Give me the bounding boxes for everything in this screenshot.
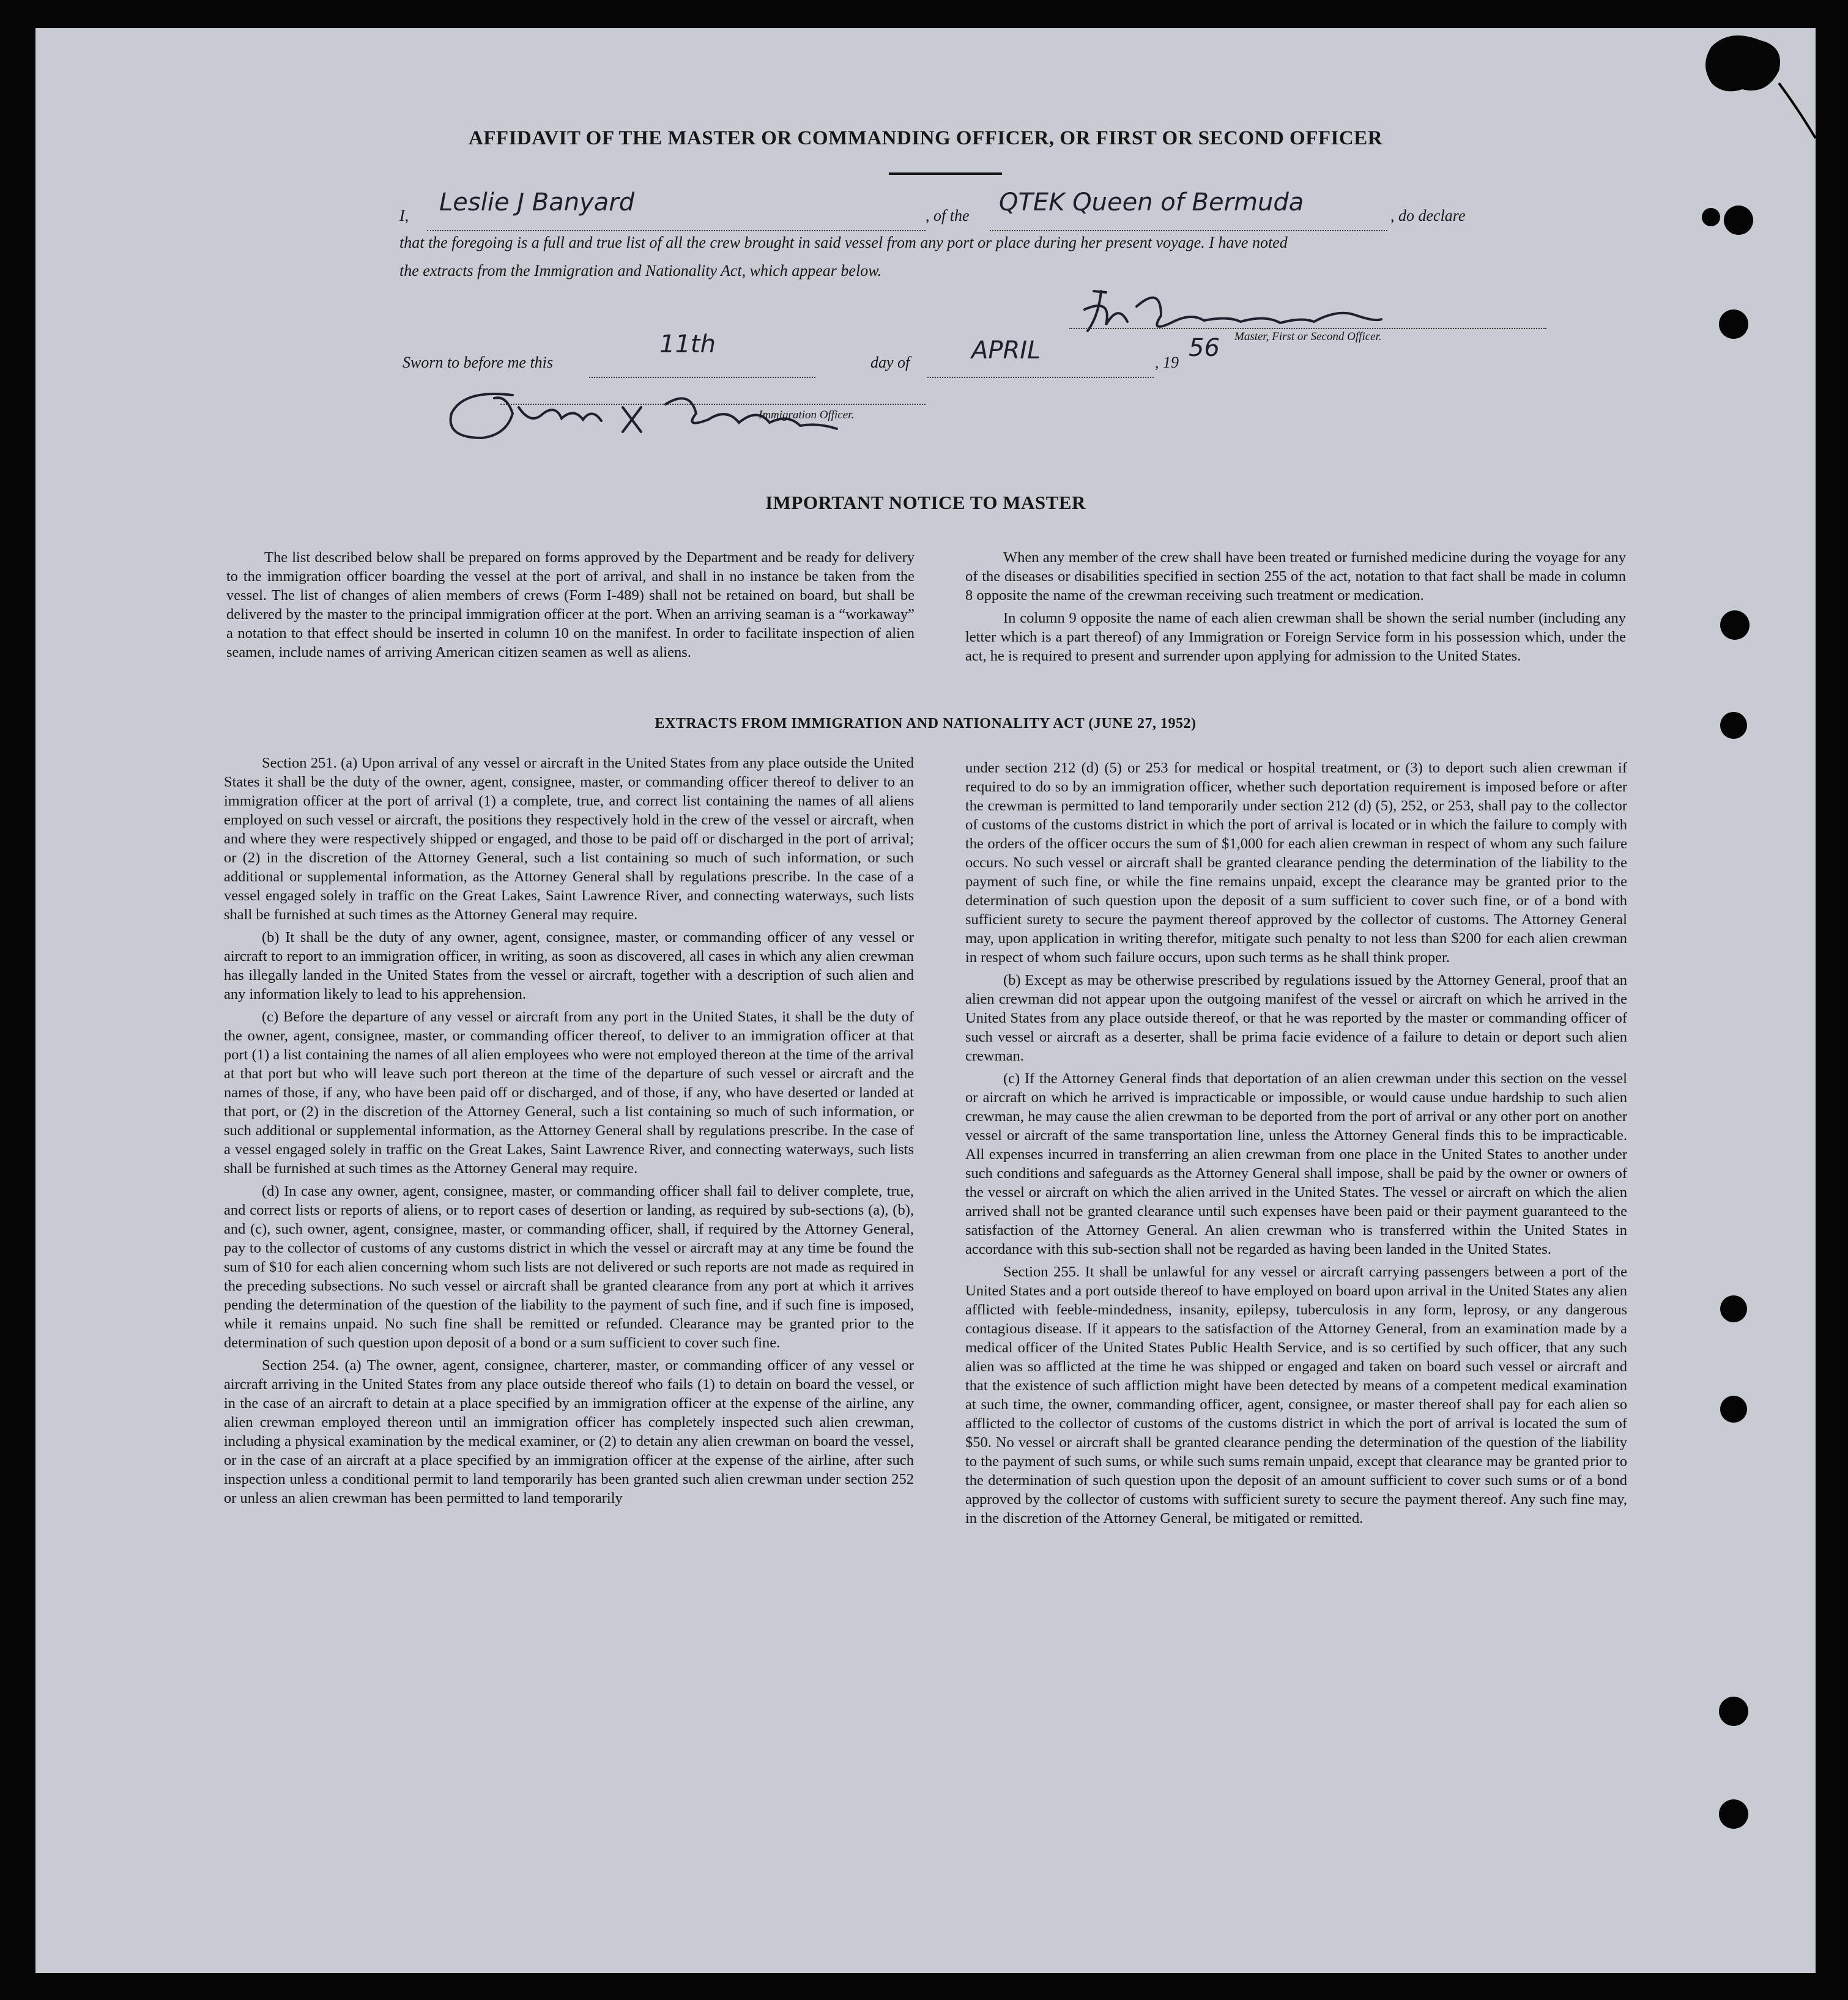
of-the-text: , of the — [926, 207, 970, 224]
section-251-b: (b) It shall be the duty of any owner, agent, consignee, master, or commanding officer of any vessel or aircraft to report to an immigration officer, in writing, as soon as discovered, all cases in which any alien crewman has illegally landed in the United States from the vessel or aircraft, together with a description of such alien and any information likely to lead to his apprehension. — [224, 929, 914, 1002]
master-label: Master, First or Second Officer. — [1234, 330, 1382, 343]
notice-right-column — [965, 548, 1626, 665]
section-251-c: (c) Before the departure of any vessel or aircraft from any port in the United States, it shall be the duty of the owner, agent, consignee, master, or commanding officer thereof, to deliver to an immigration officer at that port (1) a list containing the names of all alien employees who were not employed thereon at the time of the arrival at that port but who will leave such port thereon at the time of the departure of such vessel or aircraft and the names of those, if any, who have been paid off or discharged, and of those, if any, who have deserted or landed at that port, or (2) in the discretion of the Attorney General, such a list containing so much of such information, or such additional or supplemental information, as the Attorney General shall by regulations prescribe. In the case of a vessel engaged solely in traffic on the Great Lakes, Saint Lawrence River, and connecting waterways, such lists shall be furnished at such times as the Attorney General may require. — [224, 1009, 914, 1177]
section-251-d: (d) In case any owner, agent, consignee, master, or commanding officer shall fail to deliver complete, true, and correct lists or reports of aliens, or to report cases of desertion or landing, as required by sub-sections (a), (b), and (c), such owner, agent, consignee, master, or commanding officer, shall, if required by the Attorney General, pay to the collector of customs of any customs district in which the vessel or aircraft may at any time be found the sum of $10 for each alien concerning whom such lists are not delivered or such reports are not made as required in the preceding subsections. No such vessel or aircraft shall be granted clearance from any port at which it arrives pending the determination of the question of the liability to the payment of such fine, and if such fine is imposed, while it remains unpaid. No such fine shall be remitted or refunded. Clearance may be granted prior to the determination of such question upon deposit of a bond or a sum sufficient to cover such fine. — [224, 1183, 914, 1351]
section-254-a-continued: under section 212 (d) (5) or 253 for medical or hospital treatment, or (3) to deport such alien crewman if required to do so by an immigration officer, whether such deportation requirement is imposed before or after the crewman is permitted to land temporarily under section 212 (d) (5), 252, or 253, shall pay to the collector of customs of the customs district in which the port of arrival is located or in which the failure to comply with the orders of the officer occurs the sum of $1,000 for each alien crewman in respect of whom any such failure occurs. No such vessel or aircraft shall be granted clearance pending the determination of the liability to the payment of such fine, or while the fine remains unpaid, except the clearance may be granted prior to the determination of such question upon the deposit of a sum sufficient to cover such fine, or of a bond with sufficient surety to secure the payment thereof approved by the collector of customs. The Attorney General may, upon application in writing therefor, mitigate such penalty to not less than $200 for each alien crewman in respect of whom such failure occurs, upon such terms as he shall think proper. — [965, 760, 1627, 966]
notice-right-paragraph-2: In column 9 opposite the name of each alien crewman shall be shown the serial number (including any letter which is a part thereof) of any Immigration or Foreign Service form in his possession which, under the act, he is required to present and surrender upon applying for admission to the United States. — [965, 610, 1626, 664]
notice-left-column — [226, 548, 915, 662]
section-254-a: Section 254. (a) The owner, agent, consignee, charterer, master, or commanding officer of any vessel or aircraft arriving in the United States from any place outside thereof who fails (1) to detain on board the vessel, or in the case of an aircraft to detain at a place specified by an immigration officer at the expense of the airline, any alien crewman employed thereon until an immigration officer has completely inspected such alien crewman, including a physical examination by the medical examiner, or (2) to detain any alien crewman on board the vessel, or in the case of an aircraft at a place specified by an immigration officer at the expense of the airline, after such inspection unless a conditional permit to land temporarily has been granted such alien crewman under section 252 or unless an alien crewman has been permitted to land temporarily — [224, 1357, 914, 1506]
document-page — [35, 28, 1816, 1973]
master-signature-line — [1069, 328, 1546, 329]
notice-title: IMPORTANT NOTICE TO MASTER — [765, 492, 1086, 513]
day-of-text: day of — [870, 354, 910, 371]
name-handwritten: Leslie J Banyard — [439, 188, 635, 217]
title-divider — [889, 172, 1002, 175]
binder-hole — [1719, 1697, 1748, 1726]
officer-label: Immigration Officer. — [759, 409, 855, 421]
section-251-a: Section 251. (a) Upon arrival of any vessel or aircraft in the United States from any place outside the United States it shall be the duty of the owner, agent, consignee, master, or commanding officer thereof to deliver to an immigration officer at the port of arrival (1) a complete, true, and correct list containing the names of all aliens employed on such vessel or aircraft, the positions they respectively hold in the crew of the vessel or aircraft, when and where they were respectively shipped or engaged, and those to be paid off or discharged in the port of arrival; or (2) in the discretion of the Attorney General, such a list containing so much of such information, or such additional or supplemental information, as the Attorney General shall by regulations prescribe. In the case of a vessel engaged solely in traffic on the Great Lakes, Saint Lawrence River, and connecting waterways, such lists shall be furnished at such times as the Attorney General may require. — [224, 755, 914, 923]
torn-corner-blot — [1687, 28, 1816, 144]
binder-hole — [1720, 1396, 1747, 1423]
year-handwritten: 56 — [1189, 334, 1220, 362]
month-handwritten: APRIL — [971, 336, 1041, 365]
section-254-c: (c) If the Attorney General finds that deportation of an alien crewman under this section on the vessel or aircraft on which he arrived is impracticable or impossible, or would cause undue hardship to such alien crewman, he may cause the alien crewman to be deported from the port of arrival or any other port on another vessel or aircraft of the same transportation line, unless the Attorney General finds this to be impracticable. All expenses incurred in transferring an alien crewman from one place in the United States to another under such conditions and safeguards as the Attorney General shall impose, shall be paid by the owner or owners of the vessel or aircraft on which the alien arrived in the United States. The vessel or aircraft on which the alien arrived shall not be granted clearance until such expenses have been paid or their payment guaranteed to the satisfaction of the Attorney General. An alien crewman who is transferred within the United States in accordance with this sub-section shall not be regarded as having been landed in the United States. — [965, 1070, 1627, 1257]
extracts-left-column — [224, 754, 914, 1508]
sworn-text: Sworn to before me this — [403, 354, 554, 371]
do-declare-text: , do declare — [1390, 207, 1466, 224]
extracts-title: EXTRACTS FROM IMMIGRATION AND NATIONALITY ACT (JUNE 27, 1952) — [655, 716, 1197, 731]
extracts-right-column — [965, 758, 1627, 1528]
declaration-line-2: the extracts from the Immigration and Nationality Act, which appear below. — [399, 262, 882, 280]
officer-signature-line — [500, 404, 926, 405]
name-line — [427, 230, 926, 231]
lead-i: I, — [399, 207, 409, 224]
binder-hole — [1720, 712, 1747, 739]
binder-hole-small — [1702, 208, 1720, 226]
month-line — [927, 377, 1154, 378]
section-255: Section 255. It shall be unlawful for any vessel or aircraft carrying passengers between a port of the United States and a port outside thereof to have employed on board upon arrival in the United States any alien afflicted with feeble-mindedness, insanity, epilepsy, tuberculosis in any form, leprosy, or any dangerous contagious disease. If it appears to the satisfaction of the Attorney General, from an examination made by a medical officer of the United States Public Health Service, and is so certified by such officer, that any such alien was so afflicted at the time he was shipped or engaged and taken on board such vessel or aircraft and that the existence of such affliction might have been detected by means of a competent medical examination at such time, the owner, commanding officer, agent, consignee, or master thereof shall pay for each alien so afflicted to the collector of customs of the customs district in which the port of arrival is located the sum of $50. No vessel or aircraft shall be granted clearance pending the determination of the question of the liability to the payment of such sums, or while such sums remain unpaid, except that clearance may be granted prior to the determination of such question upon the deposit of an amount sufficient to cover such sums or of a bond approved by the collector of customs with sufficient surety to secure the payment thereof. Any such fine may, in the discretion of the Attorney General, be mitigated or remitted. — [965, 1264, 1627, 1527]
section-254-b: (b) Except as may be otherwise prescribed by regulations issued by the Attorney General, proof that an alien crewman did not appear upon the outgoing manifest of the vessel or aircraft on which he arrived in the United States from any place outside thereof, or that he was reported by the master or commanding officer of such vessel or aircraft as a deserter, shall be prima facie evidence of a failure to detain or deport such alien crewman. — [965, 972, 1627, 1064]
binder-hole — [1720, 610, 1750, 640]
declaration-line-1: that the foregoing is a full and true list of all the crew brought in said vessel from any port or place during her present voyage. I have noted — [399, 234, 1288, 251]
binder-hole — [1724, 206, 1753, 235]
binder-hole — [1719, 309, 1748, 339]
binder-hole — [1719, 1799, 1748, 1829]
year-prefix-text: , 19 — [1155, 354, 1179, 371]
affidavit-title: AFFIDAVIT OF THE MASTER OR COMMANDING OFFICER, OR FIRST OR SECOND OFFICER — [468, 127, 1383, 149]
ship-handwritten: QTEK Queen of Bermuda — [999, 188, 1304, 217]
day-handwritten: 11th — [659, 330, 716, 358]
notice-left-paragraph: The list described below shall be prepared on forms approved by the Department and be ready for delivery to the immigration officer boarding the vessel at the port of arrival, and shall in no instance be taken from the vessel. The list of changes of alien members of crews (Form I-489) shall not be retained on board, but shall be delivered by the master to the principal immigration officer at the port. When an arriving seaman is a “workaway” a notation to that effect should be inserted in column 10 on the manifest. In order to facilitate inspection of alien seamen, include names of arriving American citizen seamen as well as aliens. — [226, 549, 915, 661]
ship-line — [990, 230, 1387, 231]
binder-hole — [1720, 1295, 1747, 1322]
notice-right-paragraph-1: When any member of the crew shall have been treated or furnished medicine during the voyage for any of the diseases or disabilities specified in section 255 of the act, notation to that fact shall be made in column 8 opposite the name of the crewman receiving such treatment or medication. — [965, 549, 1626, 604]
